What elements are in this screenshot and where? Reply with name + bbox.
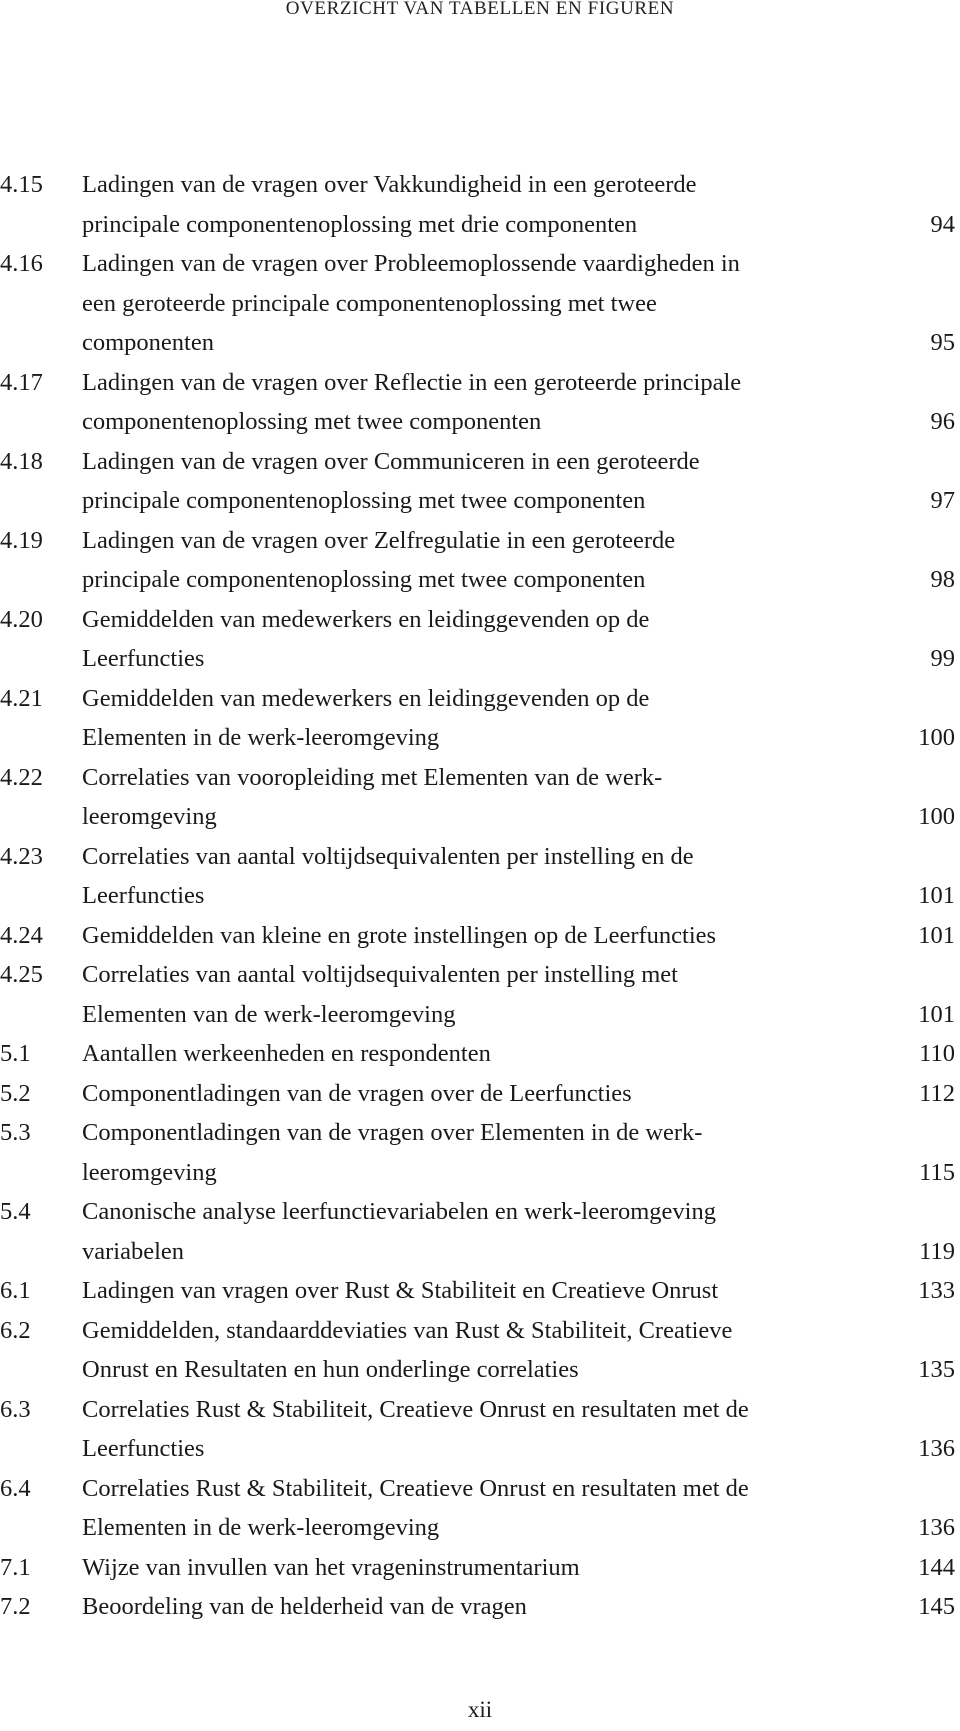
table-title (82, 1074, 842, 1114)
table-title-line: componentenoplossing met twee componenten (82, 408, 542, 435)
table-title (82, 916, 842, 956)
toc-entry (0, 1113, 960, 1192)
table-number: 4.19 (0, 526, 43, 554)
toc-entry (0, 600, 960, 679)
table-list (0, 165, 960, 1627)
table-number: 4.22 (0, 763, 43, 791)
table-title-line: Correlaties van aantal voltijdsequivalenten per instelling met (82, 961, 678, 988)
table-title-line: Ladingen van de vragen over Communiceren in een geroteerde (82, 447, 700, 475)
table-title-line: Gemiddelden van medewerkers en leidinggevenden op de (82, 605, 650, 633)
table-title (82, 1587, 842, 1627)
page-reference: 133 (918, 1277, 955, 1304)
table-number: 4.17 (0, 368, 43, 396)
table-number: 6.3 (0, 1395, 31, 1423)
table-number: 4.16 (0, 250, 43, 277)
table-title (82, 955, 842, 1034)
toc-entry (0, 244, 960, 363)
table-title (82, 1548, 842, 1588)
table-title-line: Ladingen van de vragen over Probleemoplossende vaardigheden in (82, 250, 740, 277)
page-reference: 94 (930, 210, 955, 238)
page-reference: 144 (918, 1553, 955, 1581)
toc-entry (0, 1271, 960, 1311)
table-title-line: Gemiddelden van kleine en grote instellingen op de Leerfuncties (82, 921, 717, 949)
page-reference: 99 (930, 645, 955, 672)
toc-entry (0, 363, 960, 442)
table-title-line: principale componentenoplossing met twee componenten (82, 487, 646, 514)
table-title (82, 1469, 842, 1548)
table-number: 4.20 (0, 605, 43, 633)
table-number: 5.4 (0, 1198, 31, 1225)
table-title (82, 679, 842, 758)
page-reference: 119 (919, 1237, 955, 1265)
table-title-line: principale componentenoplossing met twee componenten (82, 566, 646, 593)
toc-entry (0, 442, 960, 521)
table-number: 5.1 (0, 1040, 31, 1067)
table-title (82, 442, 842, 521)
table-title-line: Elementen in de werk-leeromgeving (82, 724, 440, 751)
page-reference: 135 (918, 1356, 955, 1383)
table-title (82, 165, 842, 244)
running-header: OVERZICHT VAN TABELLEN EN FIGUREN (285, 0, 675, 19)
page-reference: 98 (930, 566, 955, 593)
page-reference: 95 (930, 329, 955, 356)
table-title-line: Ladingen van de vragen over Reflectie in een geroteerde principale (82, 368, 742, 396)
table-title (82, 1113, 842, 1192)
table-title-line: componenten (82, 329, 214, 356)
page-reference: 136 (918, 1435, 955, 1462)
page-reference: 101 (918, 882, 955, 909)
toc-entry (0, 1390, 960, 1469)
table-number: 7.2 (0, 1593, 31, 1620)
toc-entry (0, 955, 960, 1034)
table-title-line: Ladingen van de vragen over Vakkundigheid in een geroteerde (82, 171, 697, 198)
page-reference: 100 (918, 803, 955, 830)
table-title (82, 1311, 842, 1390)
table-title-line: Onrust en Resultaten en hun onderlinge correlaties (82, 1356, 579, 1383)
toc-entry (0, 1034, 960, 1074)
page-reference: 145 (918, 1593, 955, 1620)
toc-entry (0, 916, 960, 956)
table-number: 4.15 (0, 171, 43, 198)
table-title (82, 363, 842, 442)
table-title-line: Correlaties van vooropleiding met Elementen van de werk- (82, 763, 663, 791)
table-title-line: Beoordeling van de helderheid van de vragen (82, 1593, 527, 1620)
table-title-line: Correlaties Rust & Stabiliteit, Creatieve Onrust en resultaten met de (82, 1395, 749, 1423)
toc-entry (0, 1311, 960, 1390)
table-title-line: Aantallen werkeenheden en respondenten (82, 1040, 491, 1067)
page-reference: 97 (930, 487, 955, 514)
table-title-line: Leerfuncties (82, 645, 205, 672)
table-title-line: een geroteerde principale componentenoplossing met twee (82, 289, 657, 317)
table-number: 4.24 (0, 921, 43, 949)
table-number: 6.1 (0, 1277, 31, 1304)
table-title-line: Elementen in de werk-leeromgeving (82, 1514, 440, 1541)
table-number: 4.18 (0, 447, 43, 475)
table-title (82, 758, 842, 837)
table-title-line: Ladingen van de vragen over Zelfregulatie in een geroteerde (82, 526, 676, 554)
table-title (82, 1192, 842, 1271)
toc-entry (0, 1469, 960, 1548)
table-title-line: Componentladingen van de vragen over de Leerfuncties (82, 1079, 632, 1107)
table-title (82, 1271, 842, 1311)
table-title (82, 837, 842, 916)
page-reference: 100 (918, 724, 955, 751)
table-title (82, 244, 842, 363)
toc-entry (0, 1587, 960, 1627)
page-reference: 110 (919, 1040, 955, 1067)
table-title-line: Componentladingen van de vragen over Elementen in de werk- (82, 1119, 703, 1146)
table-title-line: Leerfuncties (82, 1435, 205, 1462)
toc-entry (0, 1192, 960, 1271)
toc-entry (0, 521, 960, 600)
table-title-line: variabelen (82, 1237, 185, 1265)
toc-entry (0, 1074, 960, 1114)
table-number: 5.2 (0, 1079, 31, 1107)
table-title-line: Canonische analyse leerfunctievariabelen en werk-leeromgeving (82, 1198, 716, 1225)
page-reference: 115 (919, 1158, 955, 1186)
table-title (82, 1034, 842, 1074)
table-title-line: Gemiddelden van medewerkers en leidinggevenden op de (82, 684, 650, 712)
table-number: 4.21 (0, 684, 43, 712)
toc-entry (0, 837, 960, 916)
table-number: 7.1 (0, 1553, 31, 1581)
toc-entry (0, 679, 960, 758)
table-number: 5.3 (0, 1119, 31, 1146)
table-title-line: leeromgeving (82, 1158, 217, 1186)
table-number: 6.4 (0, 1474, 31, 1502)
table-title (82, 521, 842, 600)
toc-entry (0, 758, 960, 837)
table-title-line: Correlaties Rust & Stabiliteit, Creatieve Onrust en resultaten met de (82, 1474, 749, 1502)
toc-entry (0, 1548, 960, 1588)
table-title-line: leeromgeving (82, 803, 217, 830)
table-title (82, 1390, 842, 1469)
page-number: xii (467, 1697, 493, 1722)
table-title-line: Gemiddelden, standaarddeviaties van Rust & Stabiliteit, Creatieve (82, 1316, 733, 1344)
table-title-line: Wijze van invullen van het vrageninstrumentarium (82, 1553, 580, 1581)
table-title-line: Ladingen van vragen over Rust & Stabiliteit en Creatieve Onrust (82, 1277, 719, 1304)
page-reference: 101 (918, 1000, 955, 1028)
page-reference: 101 (918, 921, 955, 949)
table-title (82, 600, 842, 679)
page-reference: 136 (918, 1514, 955, 1541)
table-title-line: principale componentenoplossing met drie componenten (82, 210, 638, 238)
toc-entry (0, 165, 960, 244)
page-reference: 96 (930, 408, 955, 435)
table-title-line: Elementen van de werk-leeromgeving (82, 1000, 456, 1028)
table-number: 4.25 (0, 961, 43, 988)
page-reference: 112 (919, 1079, 955, 1107)
table-title-line: Correlaties van aantal voltijdsequivalenten per instelling en de (82, 842, 694, 870)
table-title-line: Leerfuncties (82, 882, 205, 909)
table-number: 4.23 (0, 842, 43, 870)
table-number: 6.2 (0, 1316, 31, 1344)
